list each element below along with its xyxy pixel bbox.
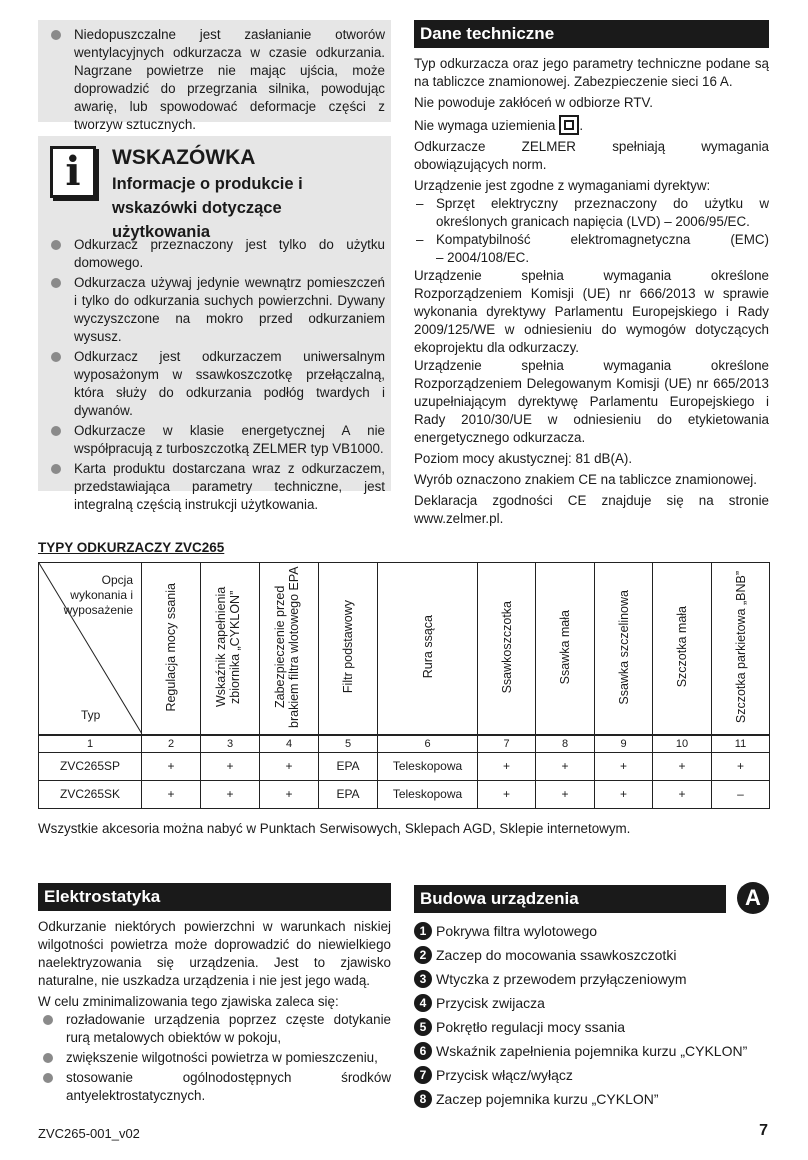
warning-box [38, 20, 391, 132]
class-ii-icon [559, 115, 579, 135]
tech-heading: Dane techniczne [414, 20, 769, 48]
info-icon: i [50, 146, 96, 198]
table-cell: + [201, 780, 260, 808]
column-header: Regulacja mocy ssania [142, 563, 201, 736]
table-row [39, 752, 770, 780]
table-cell: + [260, 752, 319, 780]
column-number: 2 [142, 735, 201, 752]
table-cell: + [536, 780, 595, 808]
column-number: 11 [712, 735, 770, 752]
list-item: 3 Wtyczka z przewodem przyłączeniowym [414, 967, 769, 991]
column-number: 9 [595, 735, 653, 752]
table-cell: + [712, 752, 770, 780]
corner-top-label: Opcja wykonania i wyposażenie [63, 573, 133, 617]
list-item: 1 Pokrywa filtra wylotowego [414, 919, 769, 943]
list-item: 2 Zaczep do mocowania ssawkoszczotki [414, 943, 769, 967]
electro-heading: Elektrostatyka [38, 883, 391, 911]
types-note: Wszystkie akcesoria można nabyć w Punktach Serwisowych, Sklepach AGD, Sklepie internetowym. [38, 821, 631, 836]
table-cell: + [536, 752, 595, 780]
table-cell: ZVC265SK [39, 780, 142, 808]
tips-bullet: Odkurzacz przeznaczony jest tylko do użytku domowego. [46, 236, 385, 272]
tips-subtitle: Informacje o produkcie i wskazówki dotyczące użytkowania [112, 175, 303, 241]
tech-section [414, 20, 769, 528]
column-header: Rura ssąca [378, 563, 478, 736]
electro-bullet: stosowanie ogólnodostępnych środków antyelektrostatycznych. [38, 1069, 391, 1105]
column-header: Wskaźnik zapełnienia zbiornika „CYKLON” [201, 563, 260, 736]
table-row [39, 780, 770, 808]
column-header: Ssawka szczelinowa [595, 563, 653, 736]
electro-paragraph: W celu zminimalizowania tego zjawiska zaleca się: [38, 994, 339, 1009]
column-header: Szczotka mała [653, 563, 712, 736]
column-header: Ssawkoszczotka [478, 563, 536, 736]
table-cell: + [478, 780, 536, 808]
column-number: 6 [378, 735, 478, 752]
electro-section [38, 883, 391, 1105]
table-cell: + [653, 752, 712, 780]
column-header: Filtr podstawowy [319, 563, 378, 736]
tech-paragraph: Urządzenie spełnia wymagania określone Rozporządzeniem Komisji (UE) nr 666/2013 w sprawie wykonania dyrektywy Parlamentu Europejskiego i Rady 2009/125/WE w odniesieniu do wymogów dotyczących ekoprojektu dla odkurzaczy. [414, 268, 769, 355]
tips-bullet: Odkurzacze w klasie energetycznej A nie współpracują z turboszczotką ZELMER typ VB1000. [46, 422, 385, 458]
column-number: 7 [478, 735, 536, 752]
tips-bullet: Odkurzacza używaj jedynie wewnątrz pomieszczeń i tylko do odkurzania suchych powierzchni. Dywany wyczyszczone na mokro przed odkurzaniem wysusz. [46, 274, 385, 346]
tech-paragraph: Odkurzacze ZELMER spełniają wymagania obowiązujących norm. [414, 139, 769, 172]
column-header: Ssawka mała [536, 563, 595, 736]
column-number: 8 [536, 735, 595, 752]
warning-bullet: Niedopuszczalne jest zasłanianie otworów wentylacyjnych odkurzacza w czasie odkurzania. Nagrzane powietrze nie mając ujścia, może doprowadzić do przegrzania silnika, powodując awarię, lub spowodować deformacje części z tworzyw sztucznych. [46, 26, 385, 134]
section-badge: A [737, 882, 769, 914]
table-cell: ZVC265SP [39, 752, 142, 780]
table-cell: + [201, 752, 260, 780]
tips-title: WSKAZÓWKA [112, 146, 256, 169]
list-item: 8 Zaczep pojemnika kurzu „CYKLON” [414, 1087, 769, 1111]
table-cell: + [653, 780, 712, 808]
types-title: TYPY ODKURZACZY ZVC265 [38, 540, 225, 555]
page-number: 7 [759, 1122, 768, 1139]
column-header: Zabezpieczenie przed brakiem filtra wlotowego EPA [260, 563, 319, 736]
doc-code: ZVC265-001_v02 [38, 1126, 140, 1141]
tech-paragraph: Urządzenie spełnia wymagania określone Rozporządzeniem Delegowanym Komisji (UE) nr 665/2013 uzupełniającym dyrektywę Parlamentu Europejskiego i Rady 2010/30/UE w odniesieniu do etykietowania energetycznego odkurzacza. [414, 358, 769, 445]
directive-item: – Sprzęt elektryczny przeznaczony do użytku w określonych granicach napięcia (LVD) – 2006/95/EC. [414, 195, 769, 231]
column-number: 3 [201, 735, 260, 752]
tips-box [38, 136, 391, 512]
tech-paragraph: Wyrób oznaczono znakiem CE na tabliczce znamionowej. [414, 472, 757, 487]
tips-header [46, 142, 385, 241]
parts-list [414, 919, 769, 1111]
column-number: 4 [260, 735, 319, 752]
list-item: 7 Przycisk włącz/wyłącz [414, 1063, 769, 1087]
list-item: 4 Przycisk zwijacza [414, 991, 769, 1015]
tech-paragraph: Urządzenie jest zgodne z wymaganiami dyrektyw: [414, 178, 711, 193]
tech-paragraph: Deklaracja zgodności CE znajduje się na stronie www.zelmer.pl. [414, 493, 769, 526]
column-number: 10 [653, 735, 712, 752]
corner-cell [39, 563, 142, 736]
column-header: Szczotka parkietowa „BNB” [712, 563, 770, 736]
column-number: 5 [319, 735, 378, 752]
electro-bullet: rozładowanie urządzenia poprzez częste dotykanie rurą metalowych obiektów w pokoju, [38, 1011, 391, 1047]
list-item: 6 Wskaźnik zapełnienia pojemnika kurzu „CYKLON” [414, 1039, 769, 1063]
build-section [414, 885, 769, 1111]
table-cell: + [595, 752, 653, 780]
table-cell: Teleskopowa [378, 752, 478, 780]
corner-bottom-label: Typ [81, 708, 101, 722]
tech-paragraph: Poziom mocy akustycznej: 81 dB(A). [414, 451, 633, 466]
table-cell: + [478, 752, 536, 780]
table-cell: Teleskopowa [378, 780, 478, 808]
tech-paragraph: Nie powoduje zakłóceń w odbiorze RTV. [414, 95, 653, 110]
table-cell: + [260, 780, 319, 808]
table-cell: – [712, 780, 770, 808]
table-cell: EPA [319, 752, 378, 780]
table-cell: + [142, 780, 201, 808]
tips-bullet: Karta produktu dostarczana wraz z odkurzaczem, przedstawiająca parametry techniczne, jest integralną częścią instrukcji użytkowania. [46, 460, 385, 514]
types-table [38, 562, 770, 809]
build-heading: Budowa urządzenia [414, 885, 726, 913]
list-item: 5 Pokrętło regulacji mocy ssania [414, 1015, 769, 1039]
tips-bullet: Odkurzacz jest odkurzaczem uniwersalnym wyposażonym w ssawkoszczotkę przełączalną, która służy do odkurzania podłóg twardych i dywanów. [46, 348, 385, 420]
table-cell: + [142, 752, 201, 780]
tech-paragraph: Typ odkurzacza oraz jego parametry techniczne podane są na tabliczce znamionowej. Zabezpieczenie sieci 16 A. [414, 56, 769, 89]
tech-paragraph: Nie wymaga uziemienia . [414, 115, 769, 135]
table-cell: EPA [319, 780, 378, 808]
directive-item: – Kompatybilność elektromagnetyczna (EMC) – 2004/108/EC. [414, 231, 769, 267]
electro-paragraph: Odkurzanie niektórych powierzchni w warunkach niskiej wilgotności powietrza może doprowadzić do niewielkiego naelektryzowania się urządzenia. Jest to zjawisko naturalne, nie uszkadza urządzenia i nie jest jego wadą. [38, 919, 391, 988]
column-number: 1 [39, 735, 142, 752]
electro-bullet: zwiększenie wilgotności powietrza w pomieszczeniu, [38, 1049, 391, 1067]
table-cell: + [595, 780, 653, 808]
